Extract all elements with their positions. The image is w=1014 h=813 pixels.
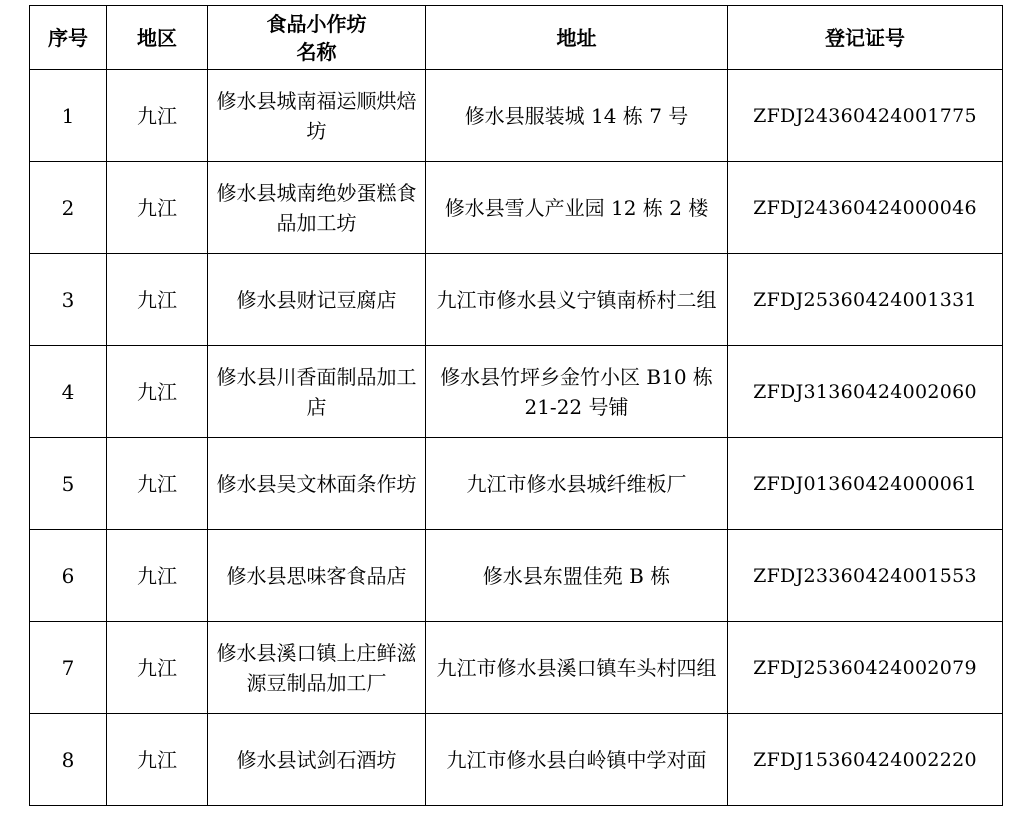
cell-address: 九江市修水县白岭镇中学对面 xyxy=(426,714,728,806)
cell-no: 1 xyxy=(30,70,107,162)
cell-area: 九江 xyxy=(107,162,208,254)
cell-address: 修水县服装城 14 栋 7 号 xyxy=(426,70,728,162)
table-row xyxy=(30,438,1003,530)
cell-name: 修水县城南福运顺烘焙坊 xyxy=(208,70,426,162)
cell-area: 九江 xyxy=(107,346,208,438)
header-address: 地址 xyxy=(426,6,728,70)
cell-reg: ZFDJ31360424002060 xyxy=(728,346,1003,438)
cell-reg: ZFDJ01360424000061 xyxy=(728,438,1003,530)
table-row xyxy=(30,254,1003,346)
cell-no: 6 xyxy=(30,530,107,622)
cell-reg: ZFDJ15360424002220 xyxy=(728,714,1003,806)
cell-area: 九江 xyxy=(107,530,208,622)
cell-no: 3 xyxy=(30,254,107,346)
header-reg: 登记证号 xyxy=(728,6,1003,70)
cell-name: 修水县吴文林面条作坊 xyxy=(208,438,426,530)
cell-address: 九江市修水县城纤维板厂 xyxy=(426,438,728,530)
cell-reg: ZFDJ24360424001775 xyxy=(728,70,1003,162)
header-no: 序号 xyxy=(30,6,107,70)
workshop-registry-table xyxy=(29,5,1003,806)
cell-name: 修水县城南绝妙蛋糕食品加工坊 xyxy=(208,162,426,254)
cell-name: 修水县川香面制品加工店 xyxy=(208,346,426,438)
table-row xyxy=(30,622,1003,714)
cell-reg: ZFDJ25360424001331 xyxy=(728,254,1003,346)
cell-address: 九江市修水县义宁镇南桥村二组 xyxy=(426,254,728,346)
cell-area: 九江 xyxy=(107,70,208,162)
cell-no: 7 xyxy=(30,622,107,714)
table-row xyxy=(30,70,1003,162)
table-row xyxy=(30,530,1003,622)
cell-reg: ZFDJ25360424002079 xyxy=(728,622,1003,714)
header-name-line2: 名称 xyxy=(296,39,337,64)
cell-reg: ZFDJ23360424001553 xyxy=(728,530,1003,622)
cell-address: 修水县雪人产业园 12 栋 2 楼 xyxy=(426,162,728,254)
cell-area: 九江 xyxy=(107,714,208,806)
cell-area: 九江 xyxy=(107,438,208,530)
cell-name: 修水县财记豆腐店 xyxy=(208,254,426,346)
header-name-line1: 食品小作坊 xyxy=(266,11,367,36)
cell-no: 8 xyxy=(30,714,107,806)
table-row xyxy=(30,162,1003,254)
header-name xyxy=(208,6,426,70)
table-row xyxy=(30,714,1003,806)
table-row xyxy=(30,346,1003,438)
header-area: 地区 xyxy=(107,6,208,70)
cell-no: 2 xyxy=(30,162,107,254)
cell-name: 修水县思味客食品店 xyxy=(208,530,426,622)
cell-area: 九江 xyxy=(107,254,208,346)
cell-area: 九江 xyxy=(107,622,208,714)
header-row xyxy=(30,6,1003,70)
cell-address: 修水县竹坪乡金竹小区 B10 栋 21-22 号铺 xyxy=(426,346,728,438)
cell-address: 修水县东盟佳苑 B 栋 xyxy=(426,530,728,622)
cell-name: 修水县溪口镇上庄鲜滋源豆制品加工厂 xyxy=(208,622,426,714)
cell-name: 修水县试剑石酒坊 xyxy=(208,714,426,806)
cell-address: 九江市修水县溪口镇车头村四组 xyxy=(426,622,728,714)
cell-no: 5 xyxy=(30,438,107,530)
cell-reg: ZFDJ24360424000046 xyxy=(728,162,1003,254)
cell-no: 4 xyxy=(30,346,107,438)
